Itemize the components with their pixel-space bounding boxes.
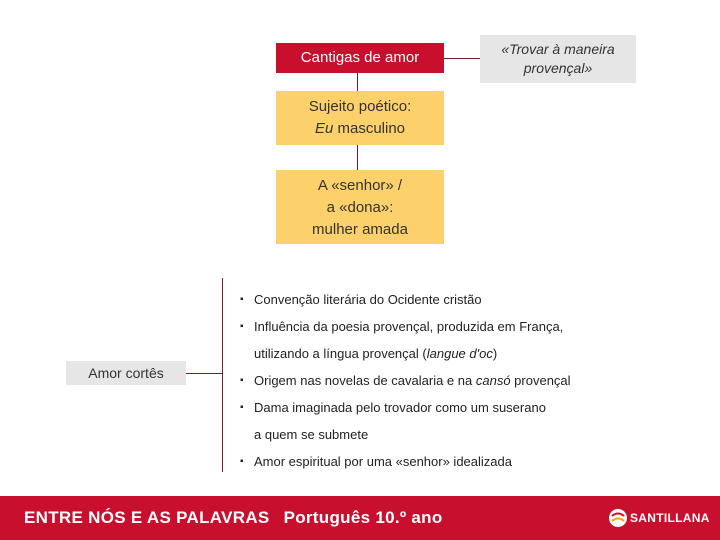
bullet-text: utilizando a língua provençal ( (254, 346, 427, 361)
bullet-marker: ▪ (240, 375, 244, 386)
connector-amor-bracket (222, 278, 223, 472)
connector-title-trovar (444, 58, 480, 59)
santillana-logo (608, 506, 708, 530)
brand-name: SANTILLANA (630, 511, 710, 525)
senhor-line-2: a «dona»: (326, 199, 394, 216)
connector-amor-horizontal (186, 373, 222, 374)
footer-bar (0, 496, 720, 540)
diagram-title: Cantigas de amor (276, 43, 444, 73)
bullet-text: a quem se submete (254, 427, 369, 442)
bullet-text: Convenção literária do Ocidente cristão (254, 292, 482, 307)
bullet-item (240, 367, 630, 394)
sujeito-eu: Eu (314, 120, 334, 137)
sujeito-box (276, 91, 444, 145)
bullet-marker: ▪ (240, 321, 244, 332)
senhor-line-1: A «senhor» / (317, 177, 403, 194)
connector-sujeito-senhor (357, 145, 358, 170)
footer-title (24, 508, 443, 528)
course-title: Português 10.º ano (283, 508, 443, 527)
santillana-logo-icon (608, 508, 628, 528)
senhor-line-3: mulher amada (312, 221, 408, 238)
sujeito-line-2 (276, 118, 444, 140)
bullet-text: Amor espiritual por uma «senhor» idealizada (254, 454, 512, 469)
trovar-line-2: provençal» (523, 60, 593, 76)
senhor-box (276, 170, 444, 244)
sujeito-line-1: Sujeito poético: (308, 98, 412, 115)
trovar-line-1: «Trovar à maneira (501, 41, 615, 57)
bullet-text: Origem nas novelas de cavalaria e na (254, 373, 476, 388)
sujeito-masculino: masculino (333, 120, 406, 137)
amor-cortes-box: Amor cortês (66, 361, 186, 385)
connector-title-sujeito (357, 73, 358, 91)
bullet-list (240, 286, 630, 475)
bullet-text: Dama imaginada pelo trovador como um suserano (254, 400, 546, 415)
bullet-item (240, 286, 630, 313)
bullet-marker: ▪ (240, 456, 244, 467)
bullet-item (240, 313, 630, 367)
bullet-text: provençal (510, 373, 571, 388)
bullet-marker: ▪ (240, 402, 244, 413)
bullet-item (240, 394, 630, 448)
bullet-text: Influência da poesia provençal, produzida em França, (254, 319, 564, 334)
series-title: ENTRE NÓS E AS PALAVRAS (24, 508, 270, 527)
bullet-text: langue d'oc (426, 346, 493, 361)
bullet-marker: ▪ (240, 294, 244, 305)
bullet-text: cansó (475, 373, 511, 388)
trovar-box (480, 35, 636, 83)
bullet-item (240, 448, 630, 475)
bullet-text: ) (492, 346, 498, 361)
